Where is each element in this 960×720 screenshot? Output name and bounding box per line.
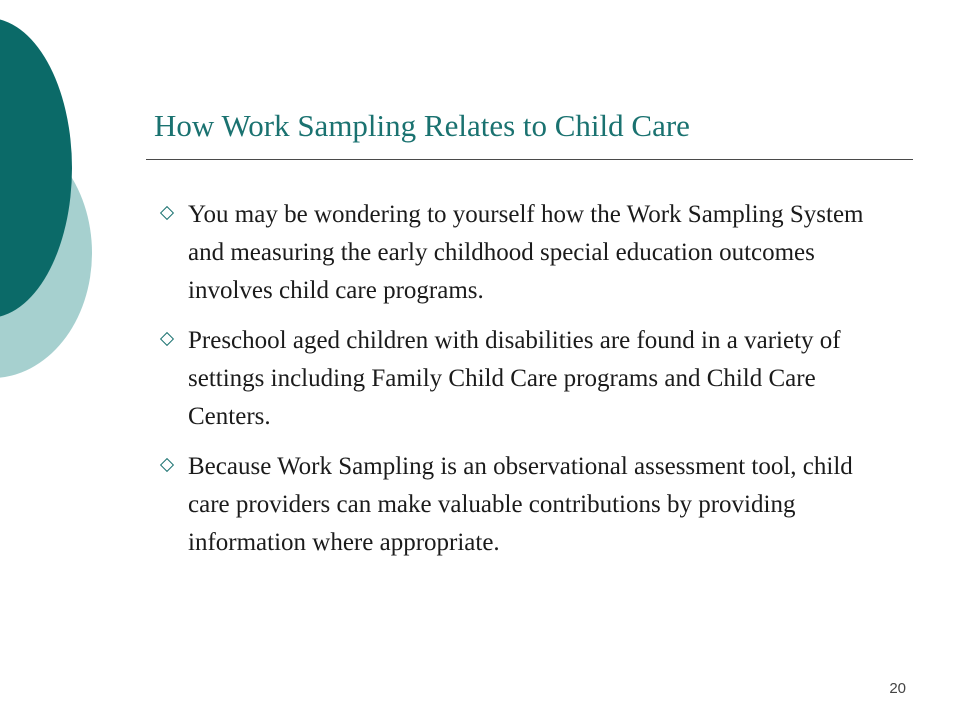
bullet-text: Because Work Sampling is an observational assessment tool, child care providers can make valuable contributions by providing information where appropriate. — [188, 453, 853, 556]
slide-title: How Work Sampling Relates to Child Care — [154, 108, 690, 143]
bullet-text: Preschool aged children with disabilities are found in a variety of settings including Family Child Care programs and Child Care Centers. — [188, 327, 841, 430]
diamond-bullet-icon — [160, 458, 174, 472]
diamond-bullet-icon — [160, 206, 174, 220]
bullet-item — [150, 448, 890, 562]
title-divider — [146, 159, 913, 160]
bullet-item — [150, 196, 890, 310]
bullet-text: You may be wondering to yourself how the Work Sampling System and measuring the early childhood special education outcomes involves child care programs. — [188, 201, 864, 304]
bullet-list — [150, 196, 890, 574]
bullet-item — [150, 322, 890, 436]
page-number: 20 — [889, 680, 906, 697]
diamond-bullet-icon — [160, 332, 174, 346]
